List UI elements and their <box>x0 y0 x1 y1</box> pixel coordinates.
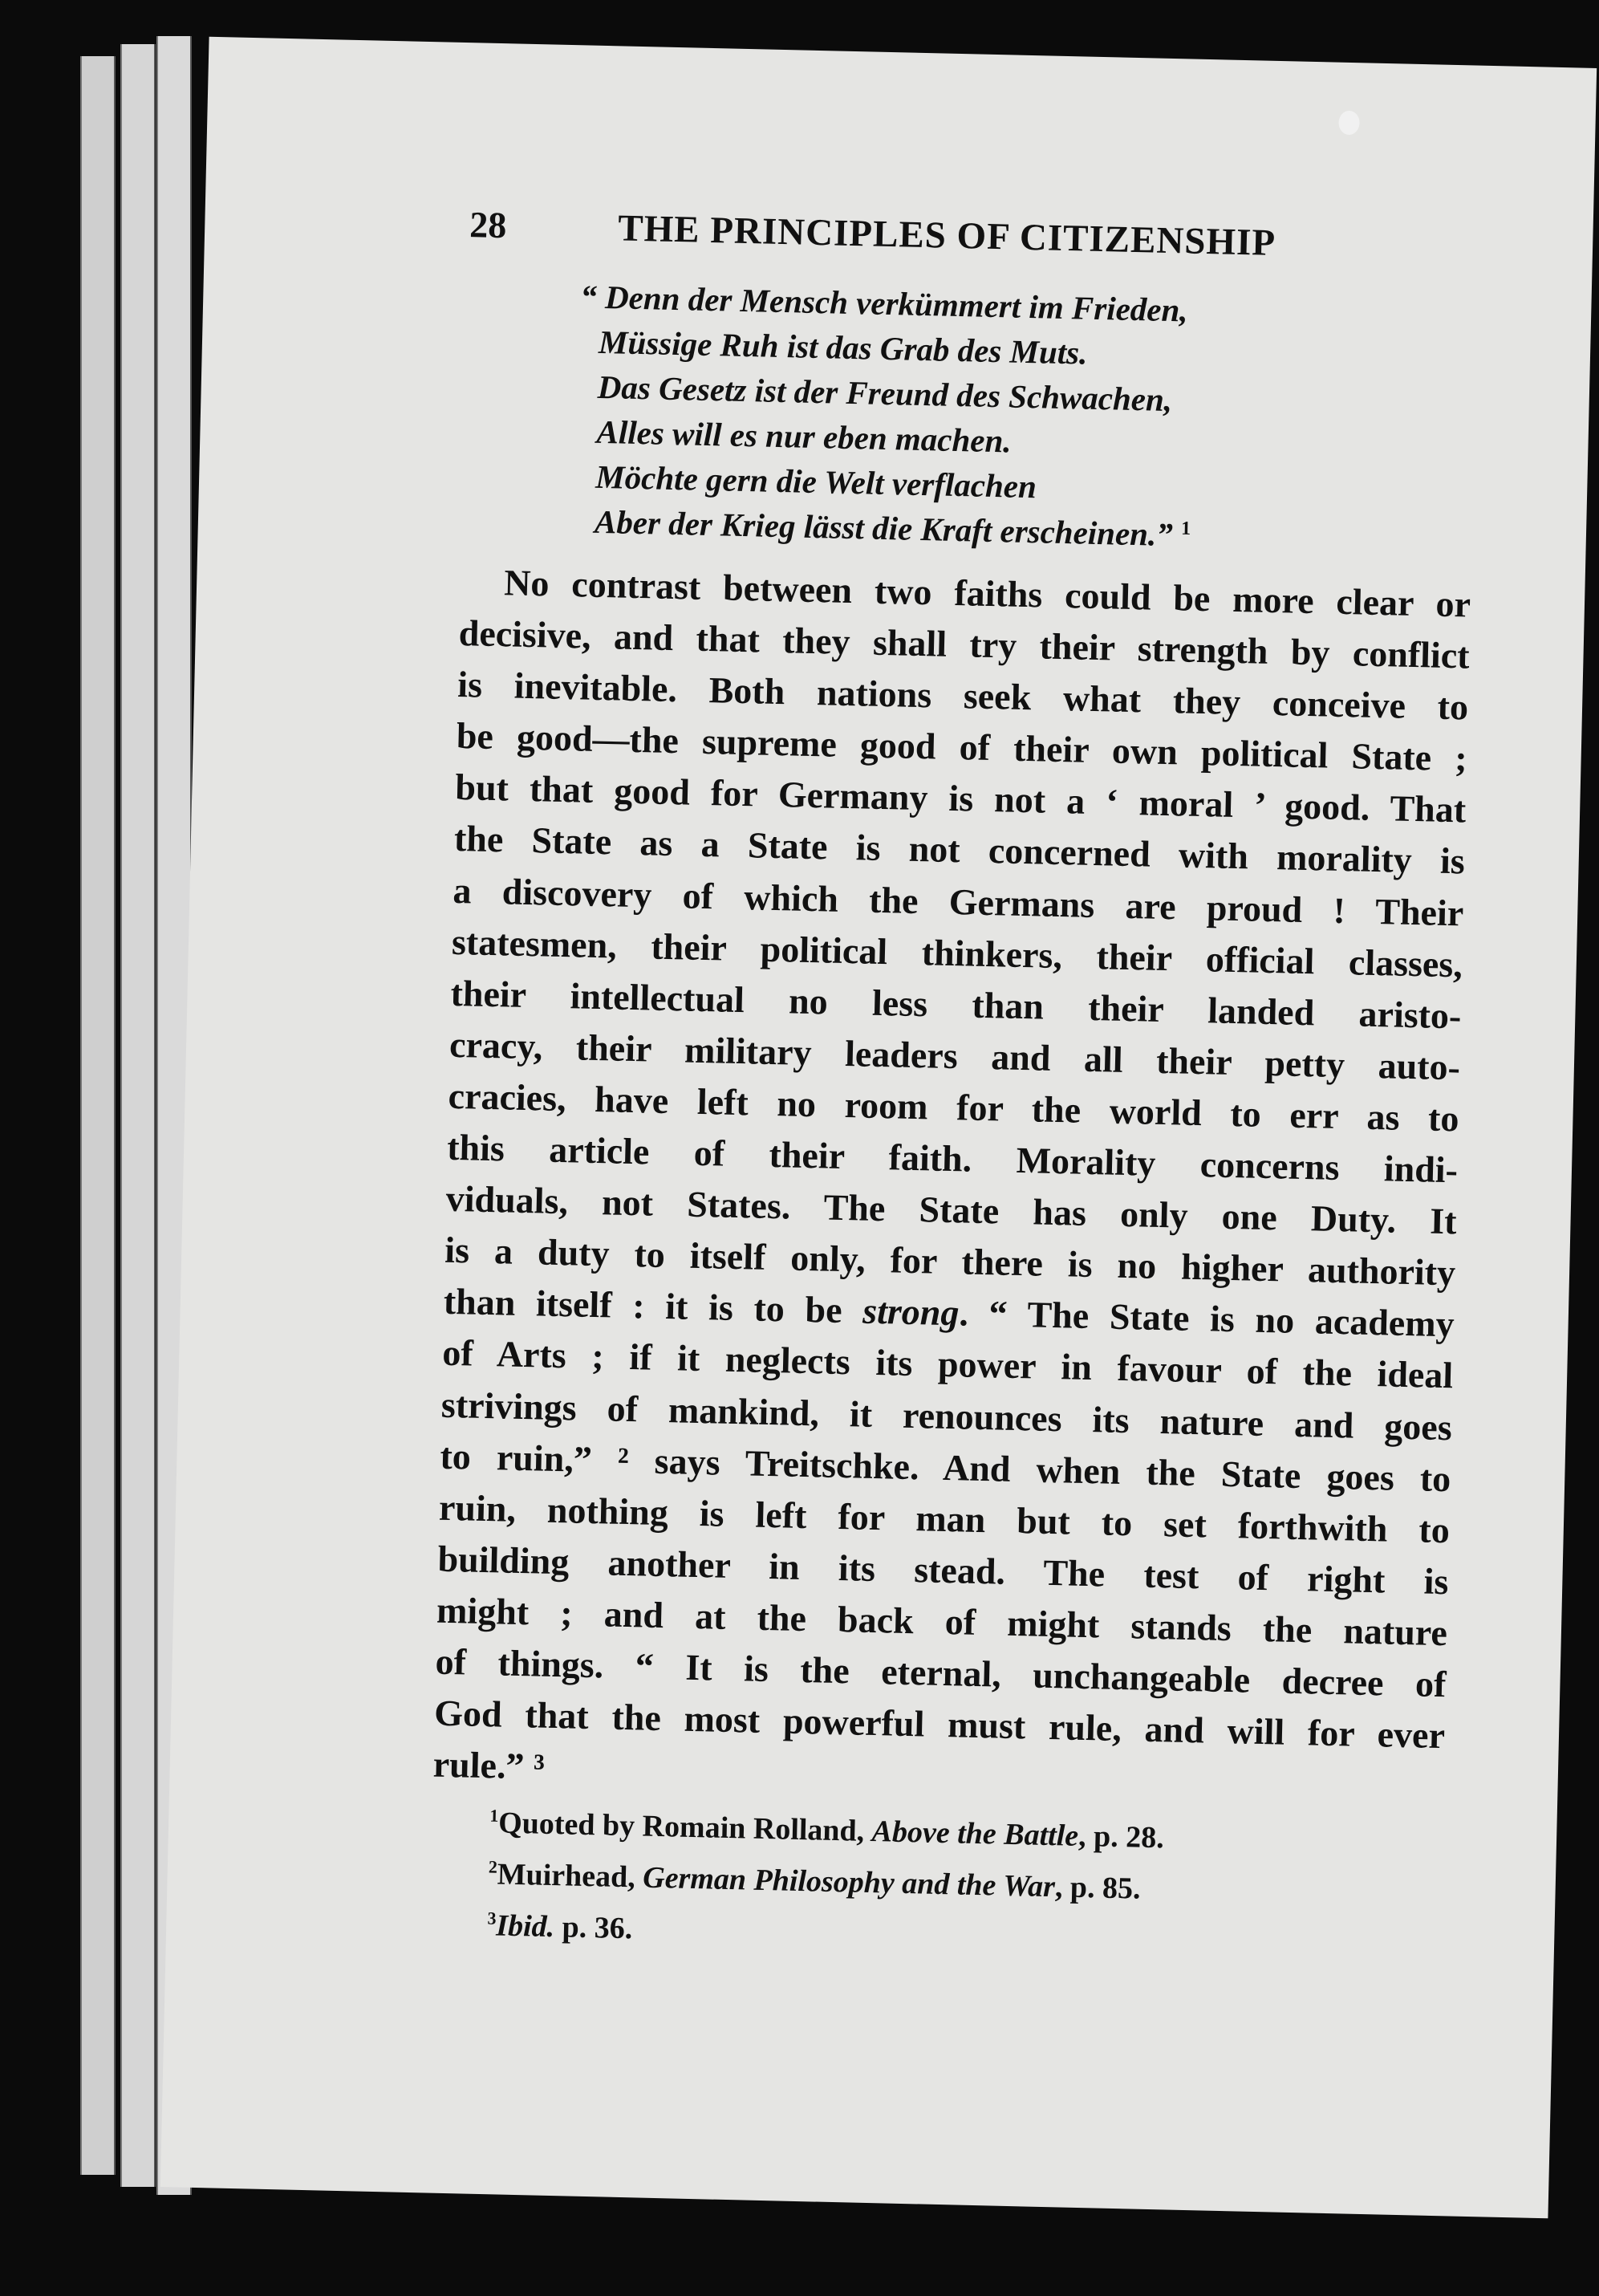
body-line: rule.” ³ <box>432 1743 546 1787</box>
page-edge <box>80 56 116 2175</box>
verse-line-text: Aber der Krieg lässt die Kraft erscheinen.” <box>594 502 1174 554</box>
verse-line: “ Denn der Mensch verkümmert im Frieden, <box>579 278 1189 329</box>
footnote-mark: 1 <box>1180 518 1191 539</box>
body-line: a discovery of which the Germans are proud ! Their <box>453 869 1464 934</box>
body-line: viduals, not States. The State has only one Duty. It <box>445 1177 1458 1242</box>
body-line: the State as a State is not concerned with morality is <box>453 818 1466 882</box>
body-line: God that the most powerful must rule, and will for ever <box>433 1692 1446 1757</box>
footnote-title: German Philosophy and the War <box>642 1860 1056 1904</box>
page-edge <box>120 44 156 2187</box>
body-line: might ; and at the back of might stands the nature <box>436 1589 1448 1654</box>
body-line: is inevitable. Both nations seek what they conceive to <box>457 664 1469 728</box>
verse-line: Das Gesetz ist der Freund des Schwachen, <box>597 368 1173 419</box>
body-line: ruin, nothing is left for man but to set forthwith to <box>438 1486 1451 1550</box>
body-line: but that good for Germany is not a ‘ moral ’ good. That <box>454 766 1467 831</box>
footnote-number: 2 <box>488 1856 498 1877</box>
body-line: cracies, have left no room for the world to err as to <box>448 1075 1460 1140</box>
body-line: to ruin,” ² says Treitschke. And when the State goes to <box>440 1435 1451 1499</box>
body-line: statesmen, their political thinkers, their official classes, <box>451 920 1463 985</box>
body-line: of things. “ It is the eternal, unchangeable decree of <box>435 1640 1447 1705</box>
book-page <box>160 37 1597 2219</box>
footnote-title: Ibid. <box>495 1908 555 1944</box>
body-line: cracy, their military leaders and all their petty auto- <box>448 1023 1461 1088</box>
body-line: decisive, and that they shall try their strength by conflict <box>458 612 1471 677</box>
scan-speck <box>1338 111 1360 136</box>
body-line: No contrast between two faiths could be more clear or <box>503 562 1471 625</box>
footnote-page: p. 36. <box>554 1910 633 1946</box>
body-line: is a duty to itself only, for there is no higher authority <box>444 1229 1456 1294</box>
body-line: strivings of mankind, it renounces its nature and goes <box>440 1384 1453 1448</box>
verse-line: Alles will es nur eben machen. <box>596 412 1013 460</box>
body-line: than itself : it is to be strong. “ The State is no academy <box>443 1281 1455 1345</box>
verse-line: Müssige Ruh ist das Grab des Muts. <box>598 323 1088 372</box>
footnote-text: Quoted by Romain Rolland, <box>497 1806 873 1849</box>
footnotes <box>487 1797 1453 1973</box>
footnote-number: 1 <box>489 1805 499 1826</box>
body-line: building another in its stead. The test of right is <box>437 1538 1449 1603</box>
footnote-text: Muirhead, <box>497 1857 643 1895</box>
footnote-page: , p. 28. <box>1077 1819 1165 1855</box>
page-number: 28 <box>469 204 507 246</box>
footnote-number: 3 <box>487 1908 497 1928</box>
body-line: be good—the supreme good of their own political State ; <box>456 715 1468 779</box>
body-line: of Arts ; if it neglects its power in favour of the ideal <box>441 1332 1454 1396</box>
verse-quotation <box>574 274 1463 563</box>
footnote-page: , p. 85. <box>1054 1870 1142 1906</box>
body-line: this article of their faith. Morality concerns indi- <box>446 1126 1459 1191</box>
body-paragraph <box>432 556 1471 1813</box>
body-line: their intellectual no less than their landed aristo- <box>450 972 1462 1037</box>
verse-line: Möchte gern die Welt verflachen <box>595 457 1037 506</box>
running-title: THE PRINCIPLES OF CITIZENSHIP <box>617 207 1276 264</box>
footnote-title: Above the Battle <box>871 1814 1079 1853</box>
